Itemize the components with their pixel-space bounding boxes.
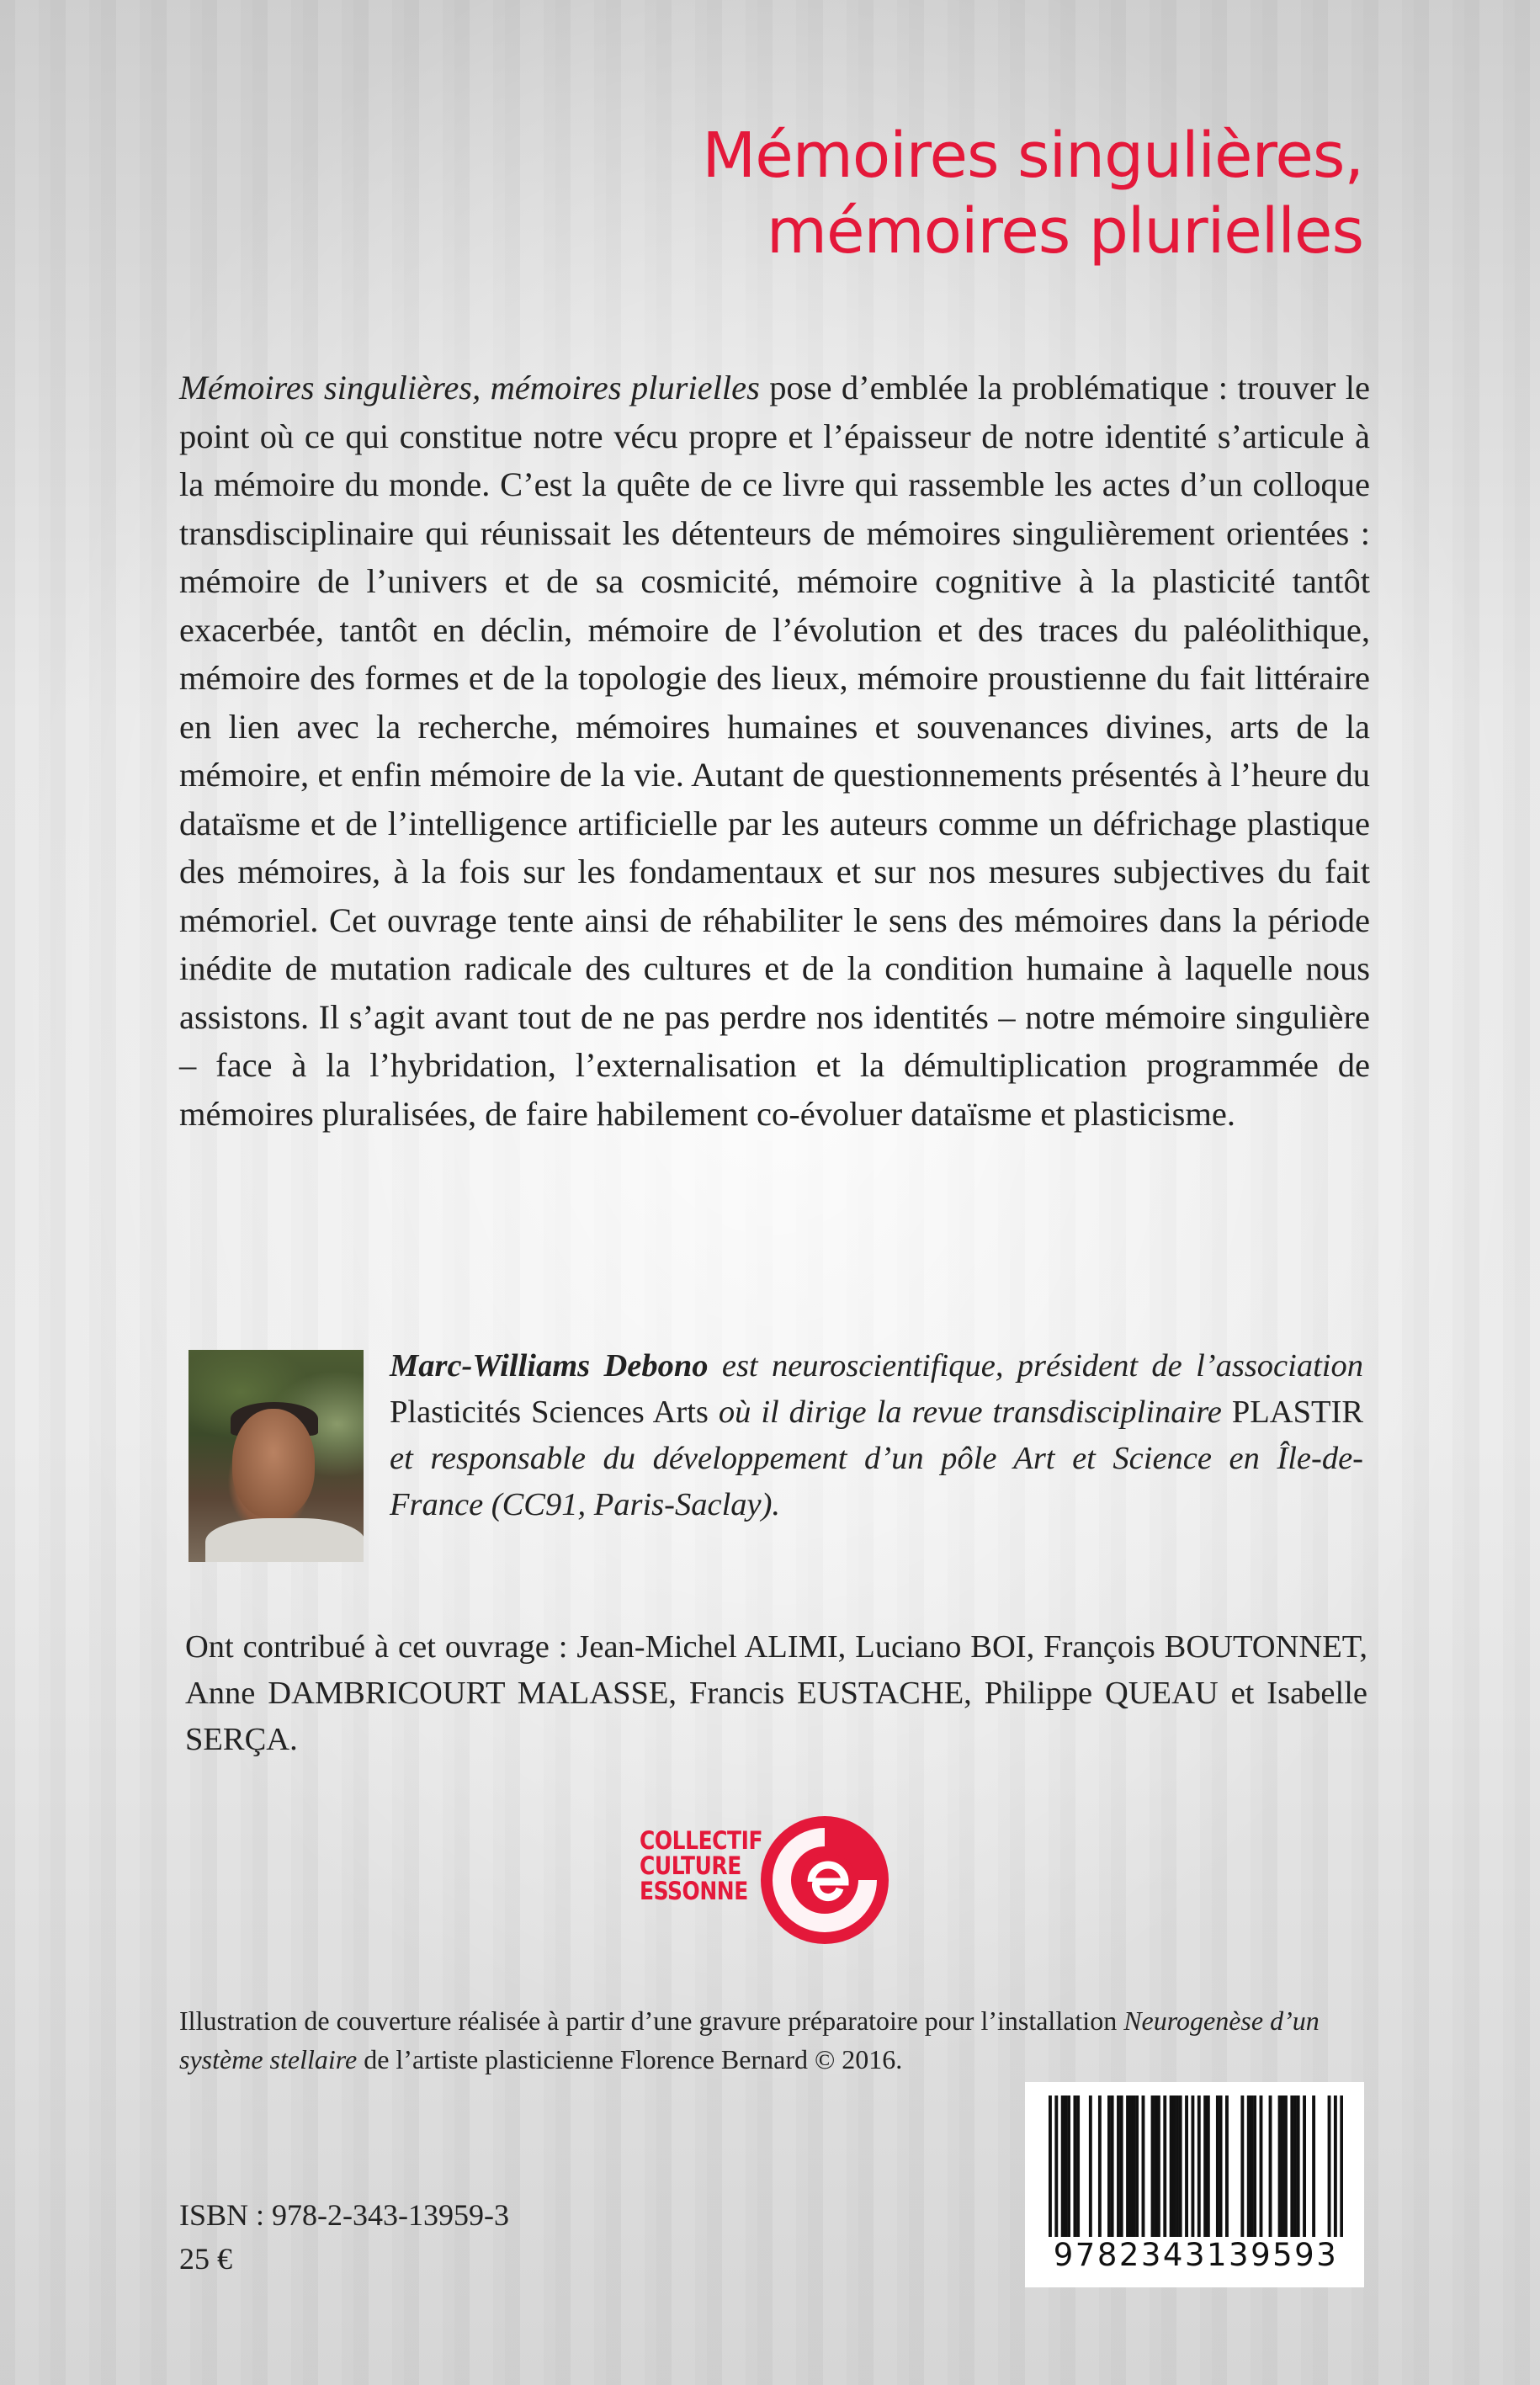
barcode-bar	[1247, 2096, 1251, 2237]
barcode-bar	[1219, 2096, 1223, 2237]
barcode-bar	[1154, 2096, 1157, 2237]
barcode-bar	[1225, 2096, 1229, 2237]
book-title-line-1: Mémoires singulières,	[702, 120, 1363, 192]
barcode-bar	[1312, 2096, 1315, 2237]
barcode-bar	[1073, 2096, 1076, 2237]
barcode-bar	[1172, 2096, 1176, 2237]
barcode-bar	[1126, 2096, 1129, 2237]
barcode-bar	[1328, 2096, 1331, 2237]
credit-part-1: Illustration de couverture réalisée à partir d’une gravure préparatoire pour l’installation	[179, 2005, 1124, 2036]
barcode-bar	[1197, 2096, 1201, 2237]
author-bio	[390, 1343, 1363, 1528]
price: 25 €	[179, 2242, 232, 2276]
logo-line-1: COLLECTIF	[640, 1826, 763, 1855]
book-title-line-2: mémoires plurielles	[766, 195, 1363, 268]
barcode-bar	[1170, 2096, 1173, 2237]
barcode-bar	[1120, 2096, 1123, 2237]
author-journal: PLASTIR	[1231, 1394, 1364, 1430]
barcode-bar	[1111, 2096, 1114, 2237]
barcode-bar	[1240, 2096, 1244, 2237]
author-photo	[189, 1350, 364, 1562]
credit-part-2: de l’artiste plasticienne Florence Bernard © 2016.	[357, 2044, 903, 2074]
author-bio-part-1: est neuroscientifique, président de l’association	[708, 1348, 1363, 1384]
contributors-list: Ont contribué à cet ouvrage : Jean-Michel ALIMI, Luciano BOI, François BOUTONNET, Anne DAMBRICOURT MALASSE, Francis EUSTACHE, Philippe QUEAU et Isabelle SERÇA.	[185, 1629, 1367, 1757]
barcode-bar	[1064, 2096, 1067, 2237]
publisher-logo	[640, 1811, 900, 1954]
barcode-bar	[1089, 2096, 1092, 2237]
barcode-bar	[1061, 2096, 1065, 2237]
barcode-bar	[1117, 2096, 1120, 2237]
barcode-bar	[1284, 2096, 1288, 2237]
barcode-bar	[1151, 2096, 1155, 2237]
author-bio-part-3: et responsable du développement d’un pôle Art et Science en Île-de-France (CC91, Paris-Saclay).	[390, 1441, 1363, 1522]
barcode-bar	[1203, 2096, 1207, 2237]
summary-lead-title: Mémoires singulières, mémoires plurielles	[179, 369, 760, 406]
barcode-bar	[1129, 2096, 1133, 2237]
barcode-bar	[1191, 2096, 1194, 2237]
barcode-icon	[1049, 2096, 1343, 2237]
isbn: ISBN : 978-2-343-13959-3	[179, 2198, 509, 2232]
author-association: Plasticités Sciences Arts	[390, 1394, 709, 1430]
barcode-bar	[1179, 2096, 1182, 2237]
logo-emblem-icon	[757, 1811, 900, 1954]
barcode-bar	[1293, 2096, 1297, 2237]
barcode-bar	[1216, 2096, 1219, 2237]
barcode-bar	[1303, 2096, 1306, 2237]
barcode-bar	[1290, 2096, 1293, 2237]
barcode-bar	[1176, 2096, 1179, 2237]
barcode-bar	[1185, 2096, 1188, 2237]
barcode-bar	[1054, 2096, 1058, 2237]
logo-text	[640, 1828, 762, 1904]
barcode-bar	[1142, 2096, 1145, 2237]
barcode-bar	[1135, 2096, 1139, 2237]
barcode-digits: 9782343139593	[1053, 2237, 1339, 2273]
barcode-bar	[1334, 2096, 1337, 2237]
barcode-bar	[1132, 2096, 1135, 2237]
barcode-bar	[1076, 2096, 1080, 2237]
barcode-bar	[1157, 2096, 1160, 2237]
logo-line-3: ESSONNE	[640, 1877, 748, 1905]
cover-illustration-credit	[179, 2001, 1374, 2079]
book-title	[522, 118, 1363, 269]
summary-text: pose d’emblée la problématique : trouver le point où ce qui constitue notre vécu propre et l’épaisseur de notre identité s’articule à la mémoire du monde. C’est la quête de ce livre qui rassemble les actes d’un colloque transdisciplinaire qui réunissait les détenteurs de mémoires singulièrement orientées : mémoire de l’univers et de sa cosmicité, mémoire cognitive à la plasticité tantôt exacerbée, tantôt en déclin, mémoire de l’évolution et des traces du paléolithique, mémoire des formes et de la topologie des lieux, mémoire proustienne du fait littéraire en lien avec la recherche, mémoires humaines et souvenances divines, arts de la mémoire, et enfin mémoire de la vie. Autant de questionnements présentés à l’heure du dataïsme et de l’intelligence artificielle par les auteurs comme un défrichage plastique des mémoires, à la fois sur les fondamentaux et sur nos mesures subjectives du fait mémoriel. Cet ouvrage tente ainsi de réhabiliter le sens des mémoires dans la période inédite de mutation radicale des cultures et de la condition humaine à laquelle nous assistons. Il s’agit avant tout de ne pas perdre nos identités – notre mémoire singulière – face à la l’hybridation, l’externalisation et la démultiplication programmée de mémoires pluralisées, de faire habilement co-évoluer dataïsme et plasticisme.	[179, 369, 1370, 1133]
barcode-bar	[1098, 2096, 1102, 2237]
author-bio-part-2: où il dirige la revue transdisciplinaire	[708, 1394, 1232, 1430]
barcode-bar	[1297, 2096, 1300, 2237]
author-name: Marc-Williams Debono	[390, 1348, 709, 1384]
logo-line-2: CULTURE	[640, 1851, 741, 1880]
barcode-bar	[1340, 2096, 1343, 2237]
barcode-bar	[1260, 2096, 1263, 2237]
credit-work-title: Neurogenèse d’un système stellaire	[179, 2005, 1320, 2074]
barcode-bar	[1278, 2096, 1282, 2237]
barcode-bar	[1049, 2096, 1052, 2237]
barcode-bar	[1253, 2096, 1256, 2237]
barcode-bar	[1269, 2096, 1272, 2237]
barcode-bar	[1163, 2096, 1166, 2237]
barcode-bar	[1107, 2096, 1111, 2237]
summary-paragraph	[179, 364, 1370, 1138]
barcode	[1025, 2082, 1364, 2287]
barcode-bar	[1067, 2096, 1070, 2237]
barcode-bar	[1281, 2096, 1284, 2237]
barcode-bar	[1250, 2096, 1253, 2237]
barcode-bar	[1207, 2096, 1210, 2237]
